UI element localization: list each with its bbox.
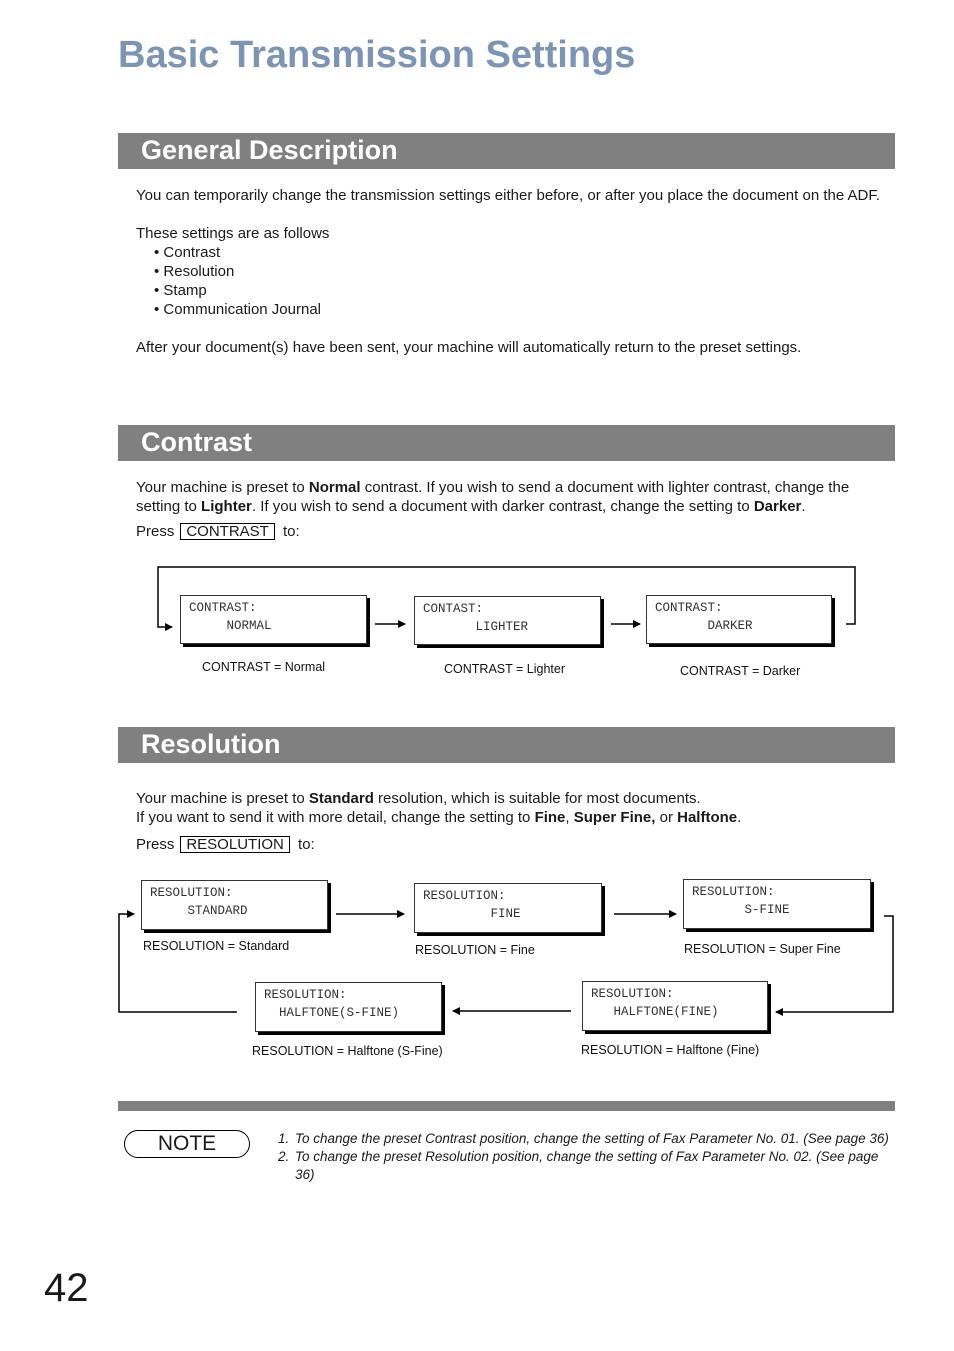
contrast-key[interactable]: CONTRAST <box>180 523 275 540</box>
note-item: 1. To change the preset Contrast position, change the setting of Fax Parameter No. 01. (See page 36) <box>278 1131 889 1146</box>
settings-list-item: • Contrast <box>154 244 221 261</box>
caption-resolution-standard: RESOLUTION = Standard <box>143 939 290 953</box>
lcd-resolution-fine: RESOLUTION: FINE <box>414 883 602 933</box>
lcd-contrast-lighter: CONTAST: LIGHTER <box>414 596 601 645</box>
section-title-general: General Description <box>141 135 398 165</box>
resolution-description-2: If you want to send it with more detail, change the setting to Fine, Super Fine, or Halftone. <box>136 809 742 826</box>
resolution-description-1: Your machine is preset to Standard resolution, which is suitable for most documents. <box>136 790 701 807</box>
note-badge: NOTE <box>124 1130 250 1158</box>
caption-contrast-darker: CONTRAST = Darker <box>680 664 801 678</box>
contrast-description: Your machine is preset to Normal contrast. If you wish to send a document with lighter contrast, change the setting to Lighter. If you wish to send a document with darker contrast, change the setting to Darker. <box>136 479 850 515</box>
lcd-resolution-super-fine: RESOLUTION: S-FINE <box>683 879 871 929</box>
settings-list-item: • Stamp <box>154 282 207 299</box>
section-header-resolution <box>118 727 895 763</box>
page-title: Basic Transmission Settings <box>118 34 636 76</box>
note-list <box>278 1130 892 1184</box>
page-number: 42 <box>44 1266 89 1310</box>
lcd-contrast-normal: CONTRAST: NORMAL <box>180 595 367 644</box>
caption-contrast-lighter: CONTRAST = Lighter <box>444 662 565 676</box>
caption-contrast-normal: CONTRAST = Normal <box>202 660 326 674</box>
settings-list-item: • Communication Journal <box>154 301 321 318</box>
settings-list-intro: These settings are as follows <box>136 225 330 242</box>
caption-resolution-halftone-fine: RESOLUTION = Halftone (Fine) <box>581 1043 760 1057</box>
lcd-contrast-darker: CONTRAST: DARKER <box>646 595 832 644</box>
general-outro: After your document(s) have been sent, your machine will automatically return to the preset settings. <box>136 339 802 356</box>
section-title-contrast: Contrast <box>141 427 253 457</box>
general-intro: You can temporarily change the transmission settings either before, or after you place the document on the ADF. <box>136 187 881 204</box>
resolution-return-line <box>776 916 893 1012</box>
resolution-press-line: Press RESOLUTION to: <box>136 836 315 853</box>
note-item: 2. To change the preset Resolution position, change the setting of Fax Parameter No. 02. (See page 36) <box>278 1149 879 1182</box>
resolution-body <box>136 789 896 854</box>
resolution-key[interactable]: RESOLUTION <box>180 836 290 853</box>
section-title-resolution: Resolution <box>141 729 281 759</box>
contrast-press-line: Press CONTRAST to: <box>136 523 300 540</box>
lcd-resolution-halftone-fine: RESOLUTION: HALFTONE(FINE) <box>582 981 768 1031</box>
caption-resolution-halftone-s-fine: RESOLUTION = Halftone (S-Fine) <box>252 1044 443 1058</box>
caption-resolution-fine: RESOLUTION = Fine <box>415 943 535 957</box>
note-divider <box>118 1101 895 1111</box>
lcd-resolution-standard: RESOLUTION: STANDARD <box>141 880 328 930</box>
settings-list-item: • Resolution <box>154 263 235 280</box>
caption-resolution-super-fine: RESOLUTION = Super Fine <box>684 942 841 956</box>
lcd-resolution-halftone-s-fine: RESOLUTION: HALFTONE(S-FINE) <box>255 982 442 1032</box>
